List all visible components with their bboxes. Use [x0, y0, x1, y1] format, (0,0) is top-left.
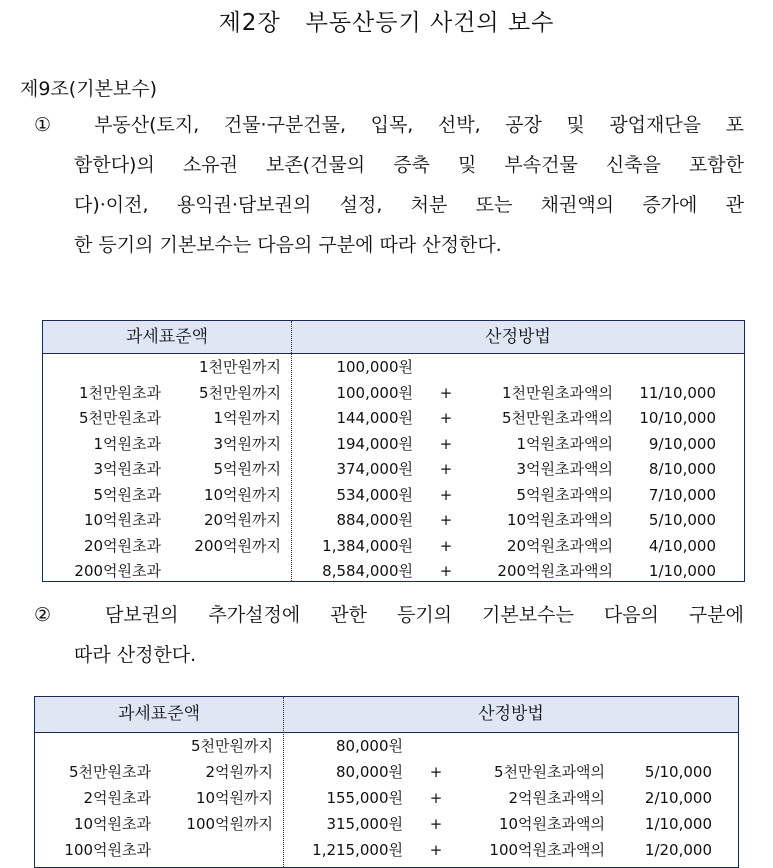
header-tax-base: 과세표준액	[117, 704, 201, 724]
cell-rate: 2/10,000	[644, 789, 712, 807]
table-row	[43, 432, 744, 458]
fee-table-1	[42, 320, 745, 582]
fee-table-2	[34, 696, 739, 868]
paragraph-1-line: 한 등기의 기본보수는 다음의 구분에 따라 산정한다.	[74, 234, 502, 256]
cell-base-fee: 155,000원	[326, 789, 403, 807]
cell-excess-label: 20억원초과액의	[506, 536, 613, 555]
cell-range-to: 5천만원까지	[199, 383, 281, 402]
header-tax-base: 과세표준액	[125, 327, 209, 347]
cell-excess-label: 3억원초과액의	[516, 460, 613, 478]
table-row	[43, 508, 744, 534]
cell-rate: 5/10,000	[648, 511, 716, 529]
cell-plus-sign: +	[439, 511, 453, 529]
cell-plus-sign: +	[429, 763, 443, 781]
cell-excess-label: 2억원초과액의	[508, 789, 605, 807]
cell-base-fee: 884,000원	[336, 511, 413, 529]
table-row	[43, 355, 744, 381]
table-row	[43, 381, 744, 407]
table-row	[43, 406, 744, 432]
cell-rate: 1/10,000	[648, 562, 716, 580]
cell-excess-label: 10억원초과액의	[498, 815, 605, 833]
table-header	[35, 697, 738, 733]
table-row	[35, 811, 738, 837]
cell-base-fee: 144,000원	[336, 409, 413, 427]
cell-plus-sign: +	[439, 409, 453, 427]
paragraph-2	[34, 600, 744, 680]
cell-range-from: 100억원초과	[64, 841, 151, 859]
paragraph-1-line: ① 부동산(토지, 건물·구분건물, 입목, 선박, 공장 및 광업재단을 포	[34, 114, 744, 136]
cell-excess-label: 1천만원초과액의	[502, 383, 613, 402]
cell-rate: 9/10,000	[648, 434, 716, 453]
cell-plus-sign: +	[429, 789, 443, 807]
cell-rate: 7/10,000	[648, 485, 716, 504]
cell-range-from: 1천만원초과	[79, 383, 161, 402]
cell-base-fee: 80,000원	[336, 763, 403, 781]
cell-range-from: 5억원초과	[93, 485, 161, 504]
cell-range-to: 1천만원까지	[199, 358, 281, 376]
cell-rate: 11/10,000	[639, 383, 716, 402]
table-header	[43, 321, 744, 354]
cell-excess-label: 200억원초과액의	[497, 562, 613, 580]
cell-range-to: 5억원까지	[213, 460, 281, 478]
cell-range-to: 200억원까지	[194, 536, 281, 555]
cell-rate: 1/10,000	[644, 815, 712, 833]
cell-range-from: 3억원초과	[93, 460, 161, 478]
table-row	[43, 457, 744, 483]
cell-range-to: 10억원까지	[203, 485, 281, 504]
paragraph-1-line: 함한다)의 소유권 보존(건물의 증축 및 부속건물 신축을 포함한	[74, 154, 744, 176]
cell-excess-label: 10억원초과액의	[506, 511, 613, 529]
cell-plus-sign: +	[429, 841, 443, 859]
table-row	[43, 534, 744, 560]
cell-range-to: 3억원까지	[213, 434, 281, 453]
paragraph-2-line: 따라 산정한다.	[74, 644, 197, 666]
cell-plus-sign: +	[429, 815, 443, 833]
cell-range-to: 100억원까지	[186, 815, 273, 833]
cell-excess-label: 5천만원초과액의	[494, 763, 605, 781]
cell-rate: 4/10,000	[648, 536, 716, 555]
article-heading: 제9조(기본보수)	[20, 78, 158, 100]
cell-base-fee: 374,000원	[336, 460, 413, 478]
cell-rate: 8/10,000	[648, 460, 716, 478]
header-calc-method: 산정방법	[485, 327, 551, 347]
paragraph-1	[34, 110, 744, 270]
cell-rate: 10/10,000	[639, 409, 716, 427]
cell-excess-label: 5억원초과액의	[516, 485, 613, 504]
cell-rate: 5/10,000	[644, 763, 712, 781]
cell-plus-sign: +	[439, 485, 453, 504]
table-row	[35, 733, 738, 759]
cell-base-fee: 1,384,000원	[322, 536, 413, 555]
paragraph-1-line: 다)·이전, 용익권·담보권의 설정, 처분 또는 채권액의 증가에 관	[74, 194, 744, 216]
cell-plus-sign: +	[439, 460, 453, 478]
cell-range-from: 10억원초과	[73, 815, 151, 833]
cell-plus-sign: +	[439, 383, 453, 402]
chapter-title: 제2장 부동산등기 사건의 보수	[218, 10, 555, 36]
cell-base-fee: 194,000원	[336, 434, 413, 453]
cell-range-to: 20억원까지	[203, 511, 281, 529]
cell-excess-label: 5천만원초과액의	[502, 409, 613, 427]
cell-plus-sign: +	[439, 434, 453, 453]
cell-base-fee: 1,215,000원	[312, 841, 403, 859]
cell-excess-label: 1억원초과액의	[516, 434, 613, 453]
cell-base-fee: 100,000원	[336, 358, 413, 376]
cell-range-from: 5천만원초과	[79, 409, 161, 427]
table-row	[35, 837, 738, 863]
cell-base-fee: 80,000원	[336, 737, 403, 755]
cell-base-fee: 8,584,000원	[322, 562, 413, 580]
table-row	[35, 785, 738, 811]
cell-range-to: 1억원까지	[213, 409, 281, 427]
cell-rate: 1/20,000	[644, 841, 712, 859]
cell-plus-sign: +	[439, 562, 453, 580]
table-row	[43, 483, 744, 509]
cell-range-from: 200억원초과	[74, 562, 161, 580]
paragraph-2-line: ② 담보권의 추가설정에 관한 등기의 기본보수는 다음의 구분에	[34, 604, 744, 626]
cell-range-from: 2억원초과	[83, 789, 151, 807]
cell-range-from: 5천만원초과	[69, 763, 151, 781]
cell-base-fee: 534,000원	[336, 485, 413, 504]
cell-base-fee: 100,000원	[336, 383, 413, 402]
cell-plus-sign: +	[439, 536, 453, 555]
cell-range-to: 2억원까지	[205, 763, 273, 781]
cell-range-from: 1억원초과	[93, 434, 161, 453]
table-row	[43, 559, 744, 585]
cell-range-from: 10억원초과	[83, 511, 161, 529]
header-calc-method: 산정방법	[478, 704, 544, 724]
cell-excess-label: 100억원초과액의	[489, 841, 605, 859]
cell-range-from: 20억원초과	[83, 536, 161, 555]
table-row	[35, 759, 738, 785]
cell-range-to: 10억원까지	[195, 789, 273, 807]
cell-base-fee: 315,000원	[326, 815, 403, 833]
cell-range-to: 5천만원까지	[191, 737, 273, 755]
